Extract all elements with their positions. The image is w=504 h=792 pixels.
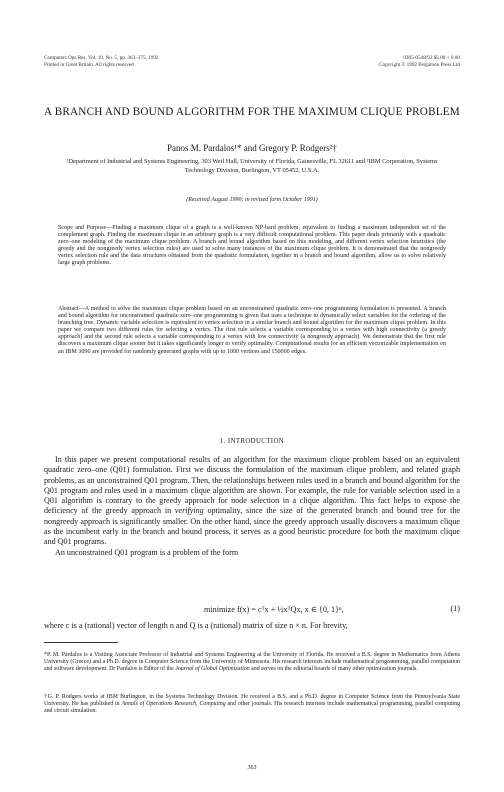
copyright-header	[300, 55, 460, 69]
issn-line: 0305-0548/92 $5.00 + 0.00	[403, 55, 460, 61]
section-heading: 1. INTRODUCTION	[219, 438, 285, 445]
where-line: where c is a (rational) vector of length n and Q is a (rational) matrix of size n × n. For brevity,	[44, 621, 348, 630]
journal-header	[44, 55, 244, 69]
scope-text: —Finding a maximum clique of a graph is a well-known NP-hard problem, equivalent to finding a maximum independent set of the complement graph. Finding the maximum clique in an arbitrary graph is a very difficult computational problem. This paper deals primarily with a quadratic zero–one modeling of the maximum clique problem. A branch and bound algorithm based on this modeling, and different vertex selection heuristics (the greedy and the nongreedy vertex selection rules) are used to solve many instances of the maximum clique problem. It is demonstrated that the nongreedy vertex selection rule and the data structures obtained from the quadratic formulation, together in a branch and bound algorithm, allow us to solve relatively large graph problems.	[58, 225, 446, 267]
footnote-pardalos	[44, 652, 460, 673]
intro-paragraph-1	[44, 455, 460, 548]
equation-number: (1)	[450, 604, 460, 613]
paper-authors: Panos M. Pardalos¹* and Gregory P. Rodgers²†	[167, 143, 337, 153]
footnote-1-text-cont: and serves on the editorial boards of many other optimization journals.	[249, 666, 418, 673]
copyright-line: Copyright © 1992 Pergamon Press Ltd	[379, 62, 460, 68]
equation-1	[44, 604, 460, 618]
intro-p1-text: In this paper we present computational results of an algorithm for the maximum clique problem based on an equivalent quadratic zero–one (Q01) formulation. First we discuss the formulation of the maximum clique problem, and related graph problems, as an unconstrained Q01 program. Then, the relationships between rules used in a branch and bound algorithm for the Q01 program and rules used in a maximum clique algorithm are shown. For example, the rule for variable selection used in a Q01 algorithm is contrary to the greedy approach for node selection in a clique algorithm. This fact helps to expose the deficiency of the greedy approach in	[44, 455, 460, 516]
footnote-2-emphasis: Annals of Operations Research, Computing	[121, 701, 226, 708]
footnote-rodgers	[44, 694, 460, 715]
paper-title: A BRANCH AND BOUND ALGORITHM FOR THE MAXIMUM CLIQUE PROBLEM	[44, 106, 460, 118]
footnote-2-text: †G. P. Rodgers works at IBM Burlington, in the Systems Technology Division. He received a B.S. and a Ph.D. degree in Computer Science from the Pennsylvania State University. He has published in	[44, 694, 460, 708]
abstract	[58, 306, 446, 356]
footnote-2-text-cont: and other journals. His research interests include mathematical programming, parallel computing and circuit simulation.	[44, 701, 461, 715]
abstract-text: —A method to solve the maximum clique problem based on an unconstrained quadratic zero–one programming formulation is presented. A branch and bound algorithm for unconstrained quadratic zero–one programming is given that uses a technique to dynamically select variables for the ordering of the branching tree. Dynamic variable selection is equivalent to vertex selection in a similar branch and bound algorithm for the maximum clique problem. In this paper we compare two different rules for selecting a vertex. The first rule selects a variable corresponding to a vertex with high connectivity (a greedy approach) and the second rule selects a variable corresponding to a vertex with low connectivity (a nongreedy approach). We demonstrate that the first rule discovers a maximum clique sooner but it takes significantly longer to verify optimality. Computational results for an efficient vectorizable implementation on an IBM 3090 are provided for randomly generated graphs with up to 1000 vertices and 150000 edges.	[58, 306, 446, 355]
printed-notice: Printed in Great Britain. All rights reserved	[44, 62, 134, 68]
footnote-1-emphasis: Journal of Global Optimization	[175, 666, 250, 673]
journal-citation: Computers Ops Res. Vol. 19, No. 5, pp. 363–375, 1992	[44, 55, 159, 61]
author-affiliations: ¹Department of Industrial and Systems Engineering, 303 Weil Hall, University of Florida, Gainesville, FL 32611 and ²IBM Corporation, Systems Technology Division, Burlington, VT 05452, U.S.A.	[66, 158, 438, 174]
footnote-rule	[44, 642, 118, 643]
intro-p1-emphasis: verifying	[174, 506, 204, 516]
intro-paragraph-2: An unconstrained Q01 program is a problem of the form	[55, 547, 239, 557]
scope-and-purpose	[58, 225, 446, 268]
footnote-1-text: *P. M. Pardalos is a Visiting Associate Professor of Industrial and Systems Engineering at the University of Florida. He received a B.S. degree in Mathematics from Athens University (Greece) and a Ph.D. degree in Computer Science from the University of Minnesota. His research interests include mathematical programming, parallel computation and software development. Dr Pardalos is Editor of the	[44, 652, 460, 673]
received-date: (Received August 1990; in revised form October 1991)	[186, 197, 318, 203]
scope-label: Scope and Purpose	[58, 225, 107, 231]
abstract-label: Abstract	[58, 306, 79, 312]
introduction-body	[44, 455, 460, 558]
page-number: 363	[247, 765, 257, 771]
equation-expression: minimize f(x) = cᵀx + ½xᵀQx, x ∈ {0, 1}ⁿ,	[204, 605, 344, 614]
intro-p1-text-cont: optimality, since the size of the generated branch and bound tree for the nongreedy approach is significantly smaller. On the other hand, since the greedy approach usually discovers a maximum clique as the incumbent early in the branch and bound process, it serves as a good heuristic procedure for both the maximum clique and Q01 programs.	[44, 506, 460, 547]
